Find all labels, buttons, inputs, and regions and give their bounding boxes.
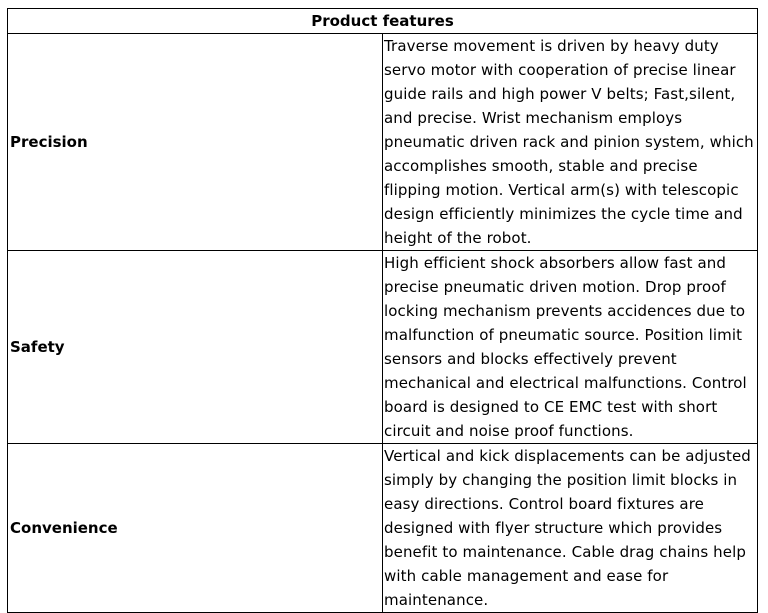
table-row xyxy=(8,444,758,613)
table-row xyxy=(8,34,758,251)
feature-description-precision: Traverse movement is driven by heavy duty servo motor with cooperation of precise linear guide rails and high power V belts; Fast,silent, and precise. Wrist mechanism employs pneumatic driven rack and pinion system, which accomplishes smooth, stable and precise flipping motion. Vertical arm(s) with telescopic design efficiently minimizes the cycle time and height of the robot. xyxy=(383,34,758,251)
feature-description-convenience: Vertical and kick displacements can be adjusted simply by changing the position limit blocks in easy directions. Control board fixtures are designed with flyer structure which provides benefit to maintenance. Cable drag chains help with cable management and ease for maintenance. xyxy=(383,444,758,613)
feature-description-safety: High efficient shock absorbers allow fast and precise pneumatic driven motion. Drop proof locking mechanism prevents accidences due to malfunction of pneumatic source. Position limit sensors and blocks effectively prevent mechanical and electrical malfunctions. Control board is designed to CE EMC test with short circuit and noise proof functions. xyxy=(383,251,758,444)
product-features-table xyxy=(7,8,758,613)
table-title: Product features xyxy=(8,9,758,34)
table-row xyxy=(8,251,758,444)
feature-label-safety: Safety xyxy=(8,251,383,444)
feature-label-convenience: Convenience xyxy=(8,444,383,613)
table-header-row xyxy=(8,9,758,34)
feature-label-precision: Precision xyxy=(8,34,383,251)
